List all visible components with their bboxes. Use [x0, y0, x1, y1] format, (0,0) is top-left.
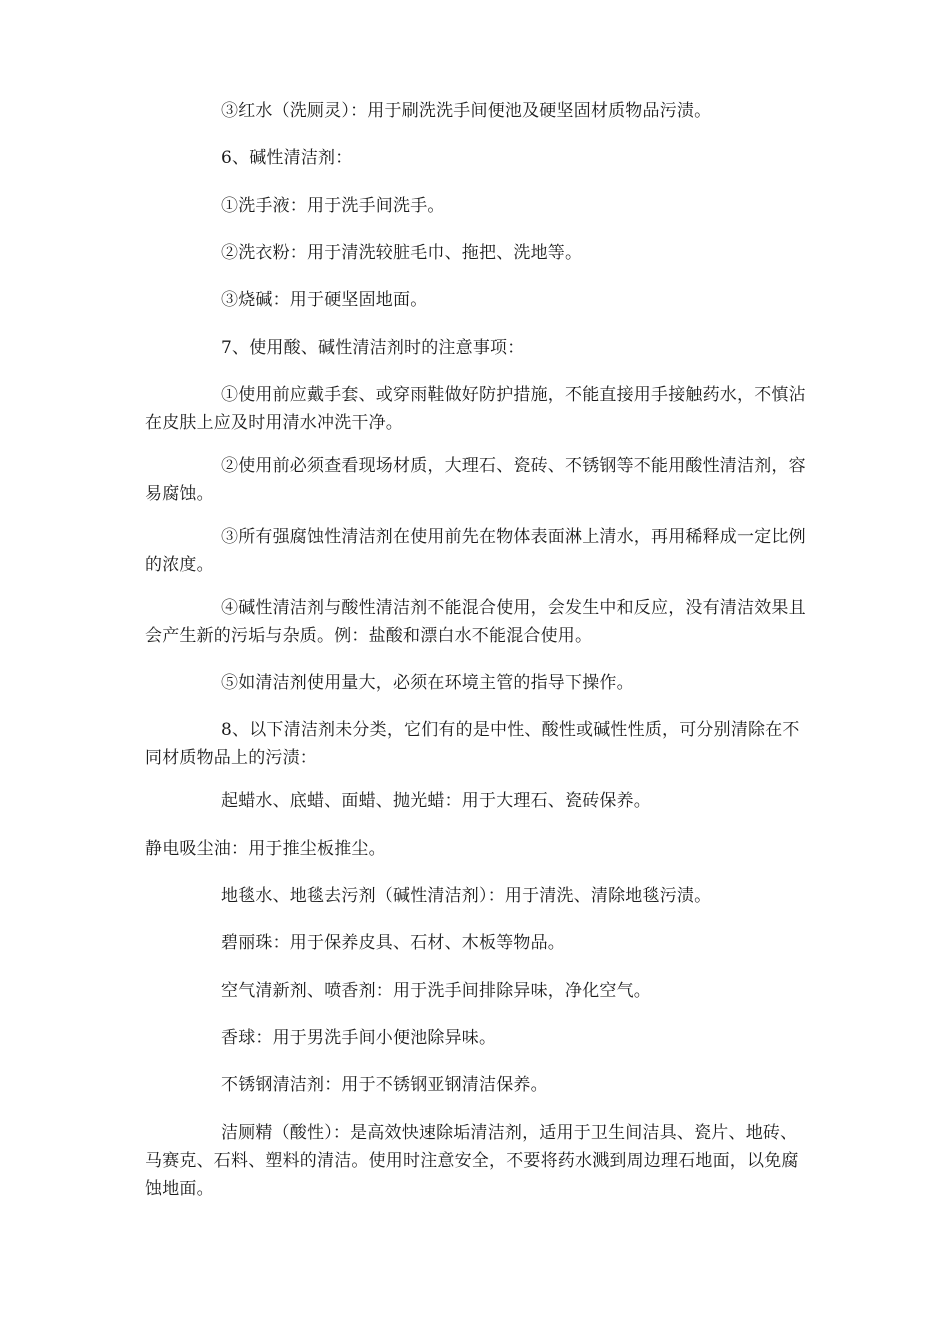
paragraph-stainless-cleaner: 不锈钢清洁剂：用于不锈钢亚钢清洁保养。: [221, 1075, 548, 1095]
heading-unclassified-cleaners: 8、以下清洁剂未分类，它们有的是中性、酸性或碱性性质，可分别清除在不同材质物品上的污渍：: [145, 720, 800, 768]
paragraph-precaution-5: ⑤如清洁剂使用量大，必须在环境主管的指导下操作。: [221, 673, 634, 693]
paragraph-air-freshener: 空气清新剂、喷香剂：用于洗手间排除异味，净化空气。: [221, 981, 651, 1001]
paragraph-precaution-4: ④碱性清洁剂与酸性清洁剂不能混合使用，会发生中和反应，没有清洁效果且会产生新的污垢与杂质。例：盐酸和漂白水不能混合使用。: [145, 598, 806, 646]
heading-alkaline-cleaners: 6、碱性清洁剂：: [221, 148, 353, 168]
paragraph-red-water: ③红水（洗厕灵）：用于刷洗洗手间便池及硬坚固材质物品污渍。: [221, 101, 712, 121]
paragraph-deodorant-ball: 香球：用于男洗手间小便池除异味。: [221, 1028, 497, 1048]
paragraph-polish: 碧丽珠：用于保养皮具、石材、木板等物品。: [221, 933, 565, 953]
paragraph-hand-soap: ①洗手液：用于洗手间洗手。: [221, 196, 445, 216]
paragraph-wax: 起蜡水、底蜡、面蜡、抛光蜡：用于大理石、瓷砖保养。: [221, 791, 651, 811]
paragraph-washing-powder: ②洗衣粉：用于清洗较脏毛巾、拖把、洗地等。: [221, 243, 583, 263]
paragraph-precaution-2: ②使用前必须查看现场材质，大理石、瓷砖、不锈钢等不能用酸性清洁剂，容易腐蚀。: [145, 456, 806, 504]
paragraph-toilet-cleaner: 洁厕精（酸性）：是高效快速除垢清洁剂，适用于卫生间洁具、瓷片、地砖、马赛克、石料、塑料的清洁。使用时注意安全，不要将药水溅到周边理石地面，以免腐蚀地面。: [145, 1123, 799, 1199]
heading-precautions: 7、使用酸、碱性清洁剂时的注意事项：: [221, 338, 525, 358]
paragraph-caustic-soda: ③烧碱：用于硬坚固地面。: [221, 290, 428, 310]
paragraph-precaution-3: ③所有强腐蚀性清洁剂在使用前先在物体表面淋上清水，再用稀释成一定比例的浓度。: [145, 527, 806, 575]
paragraph-dust-oil: 静电吸尘油：用于推尘板推尘。: [145, 839, 386, 859]
paragraph-precaution-1: ①使用前应戴手套、或穿雨鞋做好防护措施，不能直接用手接触药水，不慎沾在皮肤上应及时用清水冲洗干净。: [145, 385, 806, 433]
paragraph-carpet-cleaner: 地毯水、地毯去污剂（碱性清洁剂）：用于清洗、清除地毯污渍。: [221, 886, 712, 906]
